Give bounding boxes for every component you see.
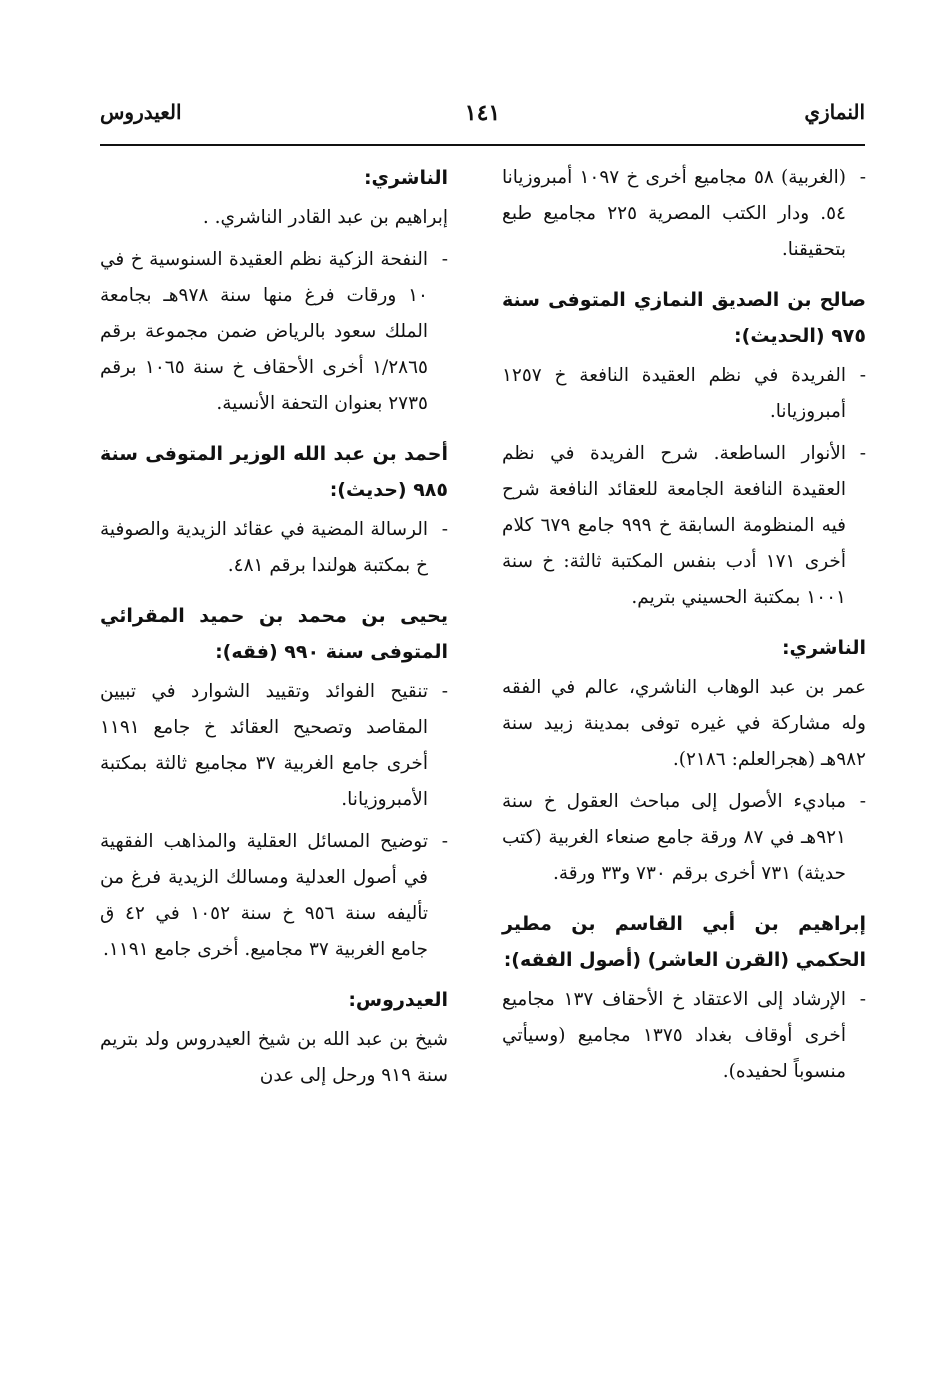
bullet-dash: - xyxy=(859,167,866,188)
bullet-dash: - xyxy=(859,791,866,812)
section-heading: الناشري: xyxy=(363,167,448,189)
page-number: ١٤١ xyxy=(464,100,501,126)
header-rule xyxy=(100,144,865,146)
list-item xyxy=(502,160,866,268)
item-text: النفحة الزكية نظم العقيدة السنوسية خ في ١٠ ورقات فرغ منها سنة ٩٧٨هـ بجامعة الملك سعود بالرياض ضمن مجموعة برقم ١/٢٨٦٥ أخرى الأحقاف خ سنة ١٠٦٥ برقم ٢٧٣٥ بعنوان التحفة الأنسية. xyxy=(100,249,428,414)
section-heading: أحمد بن عبد الله الوزير المتوفى سنة ٩٨٥ (حديث): xyxy=(100,443,448,501)
section-heading: صالح بن الصديق النمازي المتوفى سنة ٩٧٥ (الحديث): xyxy=(502,289,866,347)
header-right-name: النمازي xyxy=(804,100,865,124)
bullet-dash: - xyxy=(859,443,866,464)
right-column xyxy=(502,160,866,1096)
item-text: الرسالة المضية في عقائد الزيدية والصوفية خ بمكتبة هولندا برقم ٤٨١. xyxy=(100,519,428,576)
bullet-dash: - xyxy=(859,989,866,1010)
item-text: الأنوار الساطعة. شرح الفريدة في نظم العقيدة النافعة الجامعة للعقائد النافعة شرح فيه المنظومة السابقة خ ٩٩٩ جامع ٦٧٩ كلام أخرى ١٧١ أدب بنفس المكتبة ثالثة: خ سنة ١٠٠١ بمكتبة الحسيني بتريم. xyxy=(502,443,846,608)
bullet-dash: - xyxy=(441,249,448,270)
item-text: الفريدة في نظم العقيدة النافعة خ ١٢٥٧ أمبروزيانا. xyxy=(502,365,846,422)
section-heading: العيدروس: xyxy=(348,989,448,1011)
list-item xyxy=(100,512,448,584)
section-heading: يحيى بن محمد بن حميد المقرائي المتوفى سنة ٩٩٠ (فقه): xyxy=(100,605,448,663)
bullet-dash: - xyxy=(859,365,866,386)
list-item xyxy=(502,436,866,616)
item-text: الإرشاد إلى الاعتقاد خ الأحقاف ١٣٧ مجاميع أخرى أوقاف بغداد ١٣٧٥ مجاميع (وسيأتي منسوباً لحفيده). xyxy=(502,989,846,1082)
item-text: مباديء الأصول إلى مباحث العقول خ سنة ٩٢١هـ في ٨٧ ورقة جامع صنعاء الغربية (كتب حديثة) ٧٣١ أخرى برقم ٧٣٠ و٣٣ ورقة. xyxy=(502,791,846,884)
item-text: توضيح المسائل العقلية والمذاهب الفقهية في أصول العدلية ومسالك الزيدية فرغ من تأليفه سنة ٩٥٦ خ سنة ١٠٥٢ في ٤٢ ق جامع الغربية ٣٧ مجاميع. أخرى جامع ١١٩١. xyxy=(100,831,429,960)
list-item xyxy=(100,242,448,422)
bullet-dash: - xyxy=(441,519,448,540)
running-header xyxy=(100,100,865,134)
list-item xyxy=(502,358,866,430)
item-text: (الغربية) ٥٨ مجاميع أخرى خ ١٠٩٧ أمبروزيانا ٥٤. ودار الكتب المصرية ٢٢٥ مجاميع طبع بتحقيقنا. xyxy=(502,167,846,260)
intro-paragraph: شيخ بن عبد الله بن شيخ العيدروس ولد بتريم سنة ٩١٩ ورحل إلى عدن xyxy=(100,1029,448,1086)
section-heading: الناشري: xyxy=(781,637,866,659)
list-item xyxy=(100,674,448,818)
header-left-name: العيدروس xyxy=(100,100,182,124)
left-column xyxy=(100,160,448,1100)
intro-paragraph: عمر بن عبد الوهاب الناشري، عالم في الفقه وله مشاركة في غيره توفى بمدينة زبيد سنة ٩٨٢هـ (هجرالعلم: ٢١٨٦). xyxy=(502,677,866,770)
list-item xyxy=(502,982,866,1090)
intro-paragraph: إبراهيم بن عبد القادر الناشري. . xyxy=(202,207,448,228)
section-heading: إبراهيم بن أبي القاسم بن مطير الحكمي (القرن العاشر) (أصول الفقه): xyxy=(502,913,866,971)
bullet-dash: - xyxy=(441,681,448,702)
list-item xyxy=(100,824,448,968)
list-item xyxy=(502,784,866,892)
item-text: تنقيح الفوائد وتقييد الشوارد في تبيين المقاصد وتصحيح العقائد خ جامع ١١٩١ أخرى جامع الغربية ٣٧ مجاميع ثالثة بمكتبة الأمبروزيانا. xyxy=(100,681,428,810)
bullet-dash: - xyxy=(441,831,448,852)
